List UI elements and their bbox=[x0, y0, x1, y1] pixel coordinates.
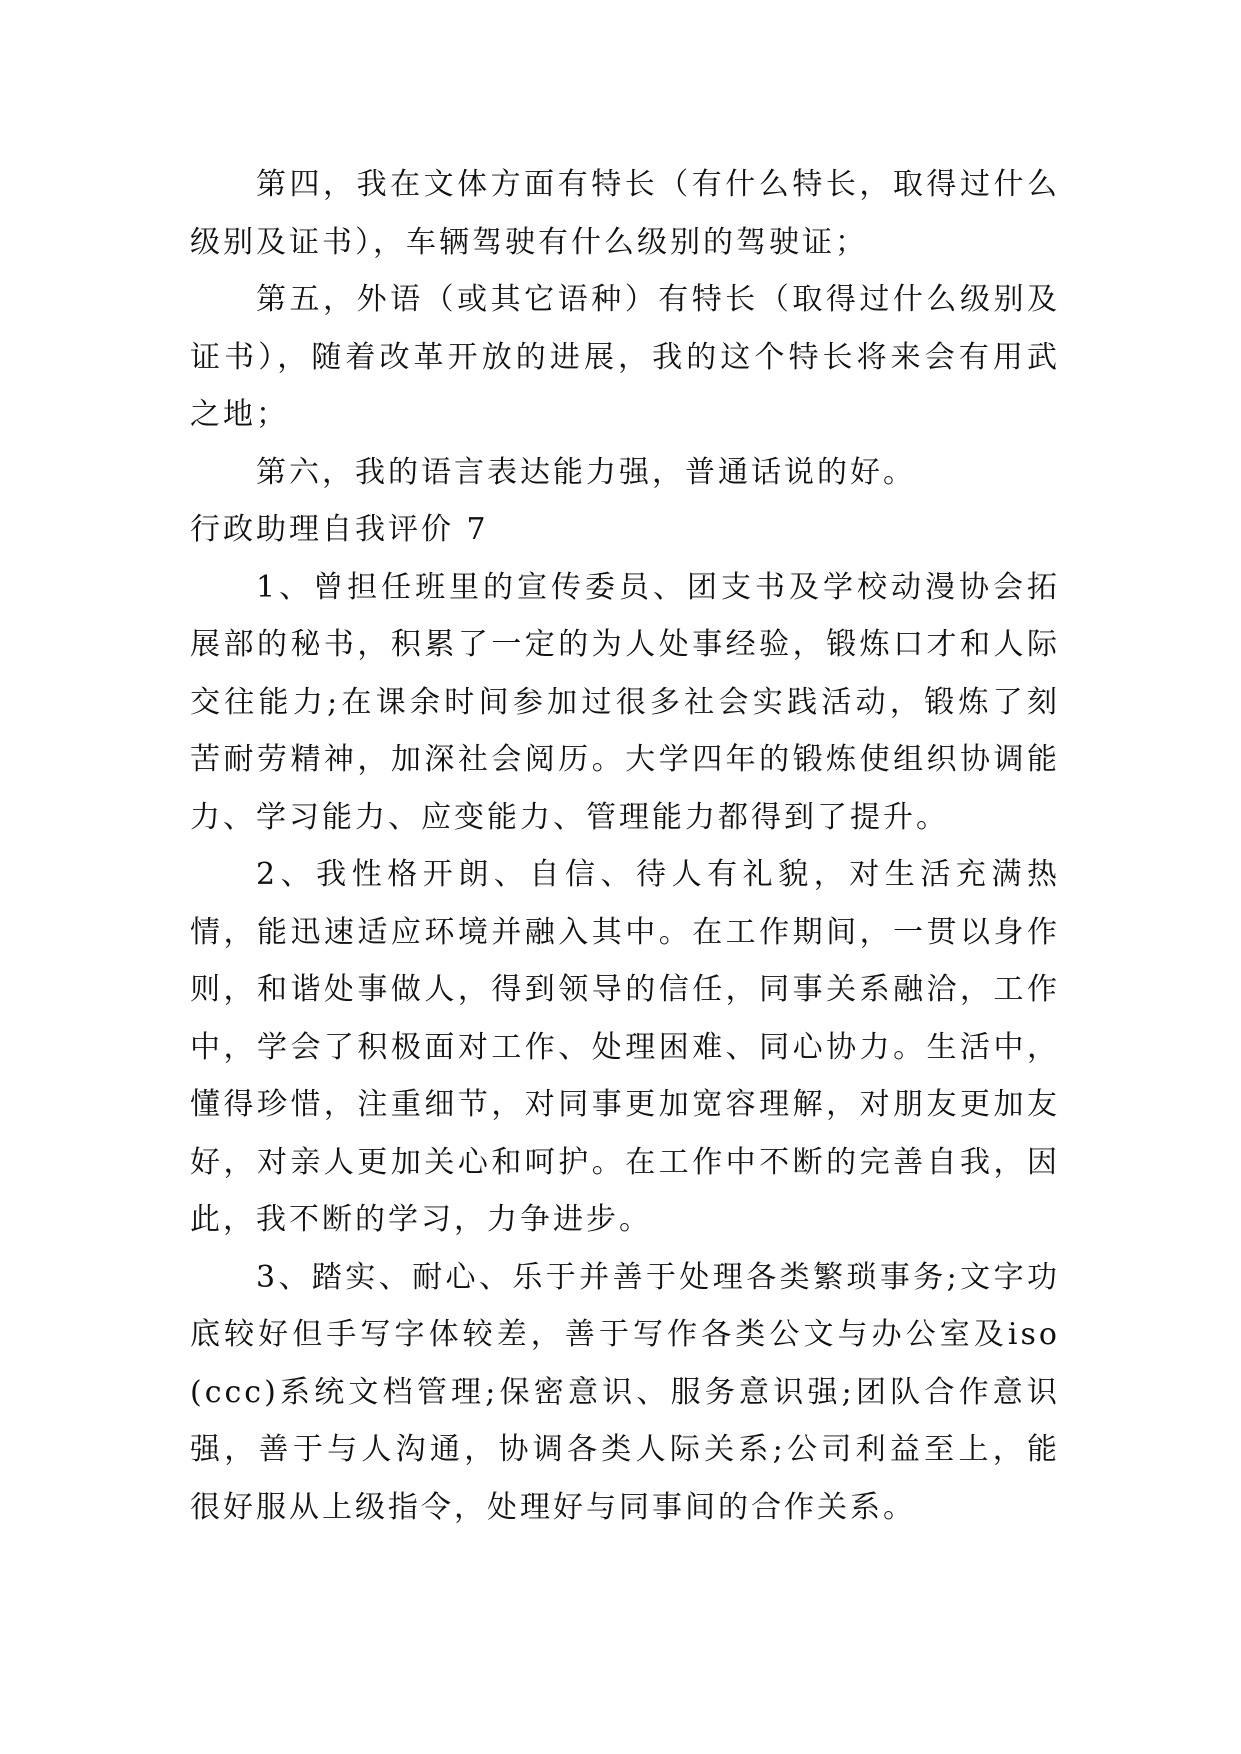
paragraph-talent-language: 第五，外语（或其它语种）有特长（取得过什么级别及证书），随着改革开放的进展，我的这个特长将来会有用武之地； bbox=[190, 282, 1060, 432]
document-body bbox=[190, 156, 1060, 1536]
paragraph-item-3: 3、踏实、耐心、乐于并善于处理各类繁琐事务;文字功底较好但手写字体较差，善于写作各类公文与办公室及iso(ccc)系统文档管理;保密意识、服务意识强;团队合作意识强，善于与人沟通，协调各类人际关系;公司利益至上，能很好服从上级指令，处理好与同事间的合作关系。 bbox=[190, 1259, 1060, 1525]
paragraph-item-1: 1、曾担任班里的宣传委员、团支书及学校动漫协会拓展部的秘书，积累了一定的为人处事经验，锻炼口才和人际交往能力;在课余时间参加过很多社会实践活动，锻炼了刻苦耐劳精神，加深社会阅历。大学四年的锻炼使组织协调能力、学习能力、应变能力、管理能力都得到了提升。 bbox=[190, 569, 1060, 835]
paragraph-item-2: 2、我性格开朗、自信、待人有礼貌，对生活充满热情，能迅速适应环境并融入其中。在工作期间，一贯以身作则，和谐处事做人，得到领导的信任，同事关系融洽，工作中，学会了积极面对工作、处理困难、同心协力。生活中，懂得珍惜，注重细节，对同事更加宽容理解，对朋友更加友好，对亲人更加关心和呵护。在工作中不断的完善自我，因此，我不断的学习，力争进步。 bbox=[190, 857, 1060, 1237]
paragraph-talent-sports: 第四，我在文体方面有特长（有什么特长，取得过什么级别及证书），车辆驾驶有什么级别的驾驶证； bbox=[190, 167, 1060, 260]
section-heading: 行政助理自我评价 7 bbox=[190, 512, 489, 547]
paragraph-talent-speech: 第六，我的语言表达能力强，普通话说的好。 bbox=[256, 454, 916, 490]
